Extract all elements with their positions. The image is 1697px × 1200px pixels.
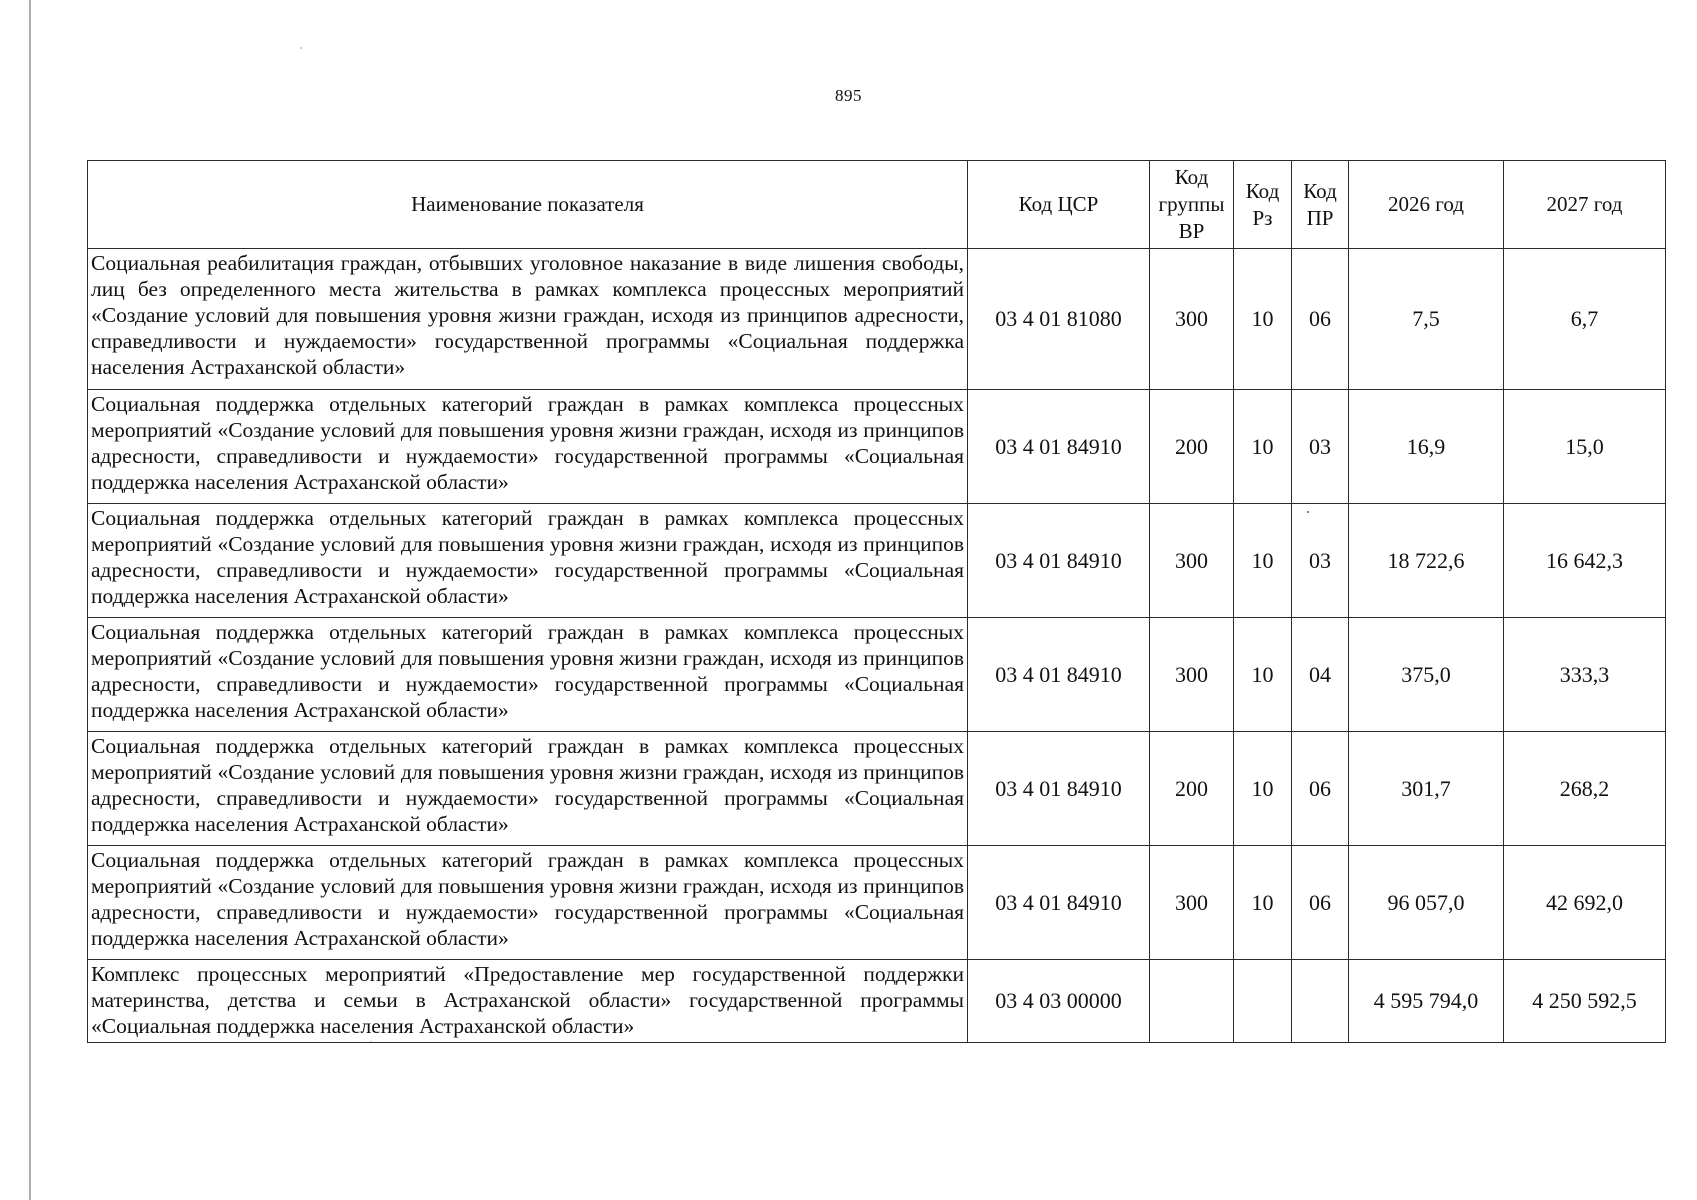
header-vr: Код группы ВР xyxy=(1150,161,1234,249)
header-name: Наименование показателя xyxy=(88,161,968,249)
cell-name: Социальная поддержка отдельных категорий граждан в рамках комплекса процессных мероприятий «Создание условий для повышения уровня жизни граждан, исходя из принципов адресности, справедливости и нуждаемости» государственной программы «Социальная поддержка населения Астраханской области» xyxy=(88,390,968,504)
cell-csr: 03 4 01 84910 xyxy=(968,504,1150,618)
cell-name: Социальная поддержка отдельных категорий граждан в рамках комплекса процессных мероприятий «Создание условий для повышения уровня жизни граждан, исходя из принципов адресности, справедливости и нуждаемости» государственной программы «Социальная поддержка населения Астраханской области» xyxy=(88,732,968,846)
scan-speck xyxy=(300,47,302,49)
cell-name: Социальная поддержка отдельных категорий граждан в рамках комплекса процессных мероприятий «Создание условий для повышения уровня жизни граждан, исходя из принципов адресности, справедливости и нуждаемости» государственной программы «Социальная поддержка населения Астраханской области» xyxy=(88,504,968,618)
cell-csr: 03 4 01 84910 xyxy=(968,390,1150,504)
cell-2026: 375,0 xyxy=(1349,618,1504,732)
cell-2026: 4 595 794,0 xyxy=(1349,960,1504,1043)
cell-pr: 03 xyxy=(1292,390,1349,504)
cell-pr xyxy=(1292,960,1349,1043)
cell-2026: 301,7 xyxy=(1349,732,1504,846)
table-row xyxy=(88,846,1666,960)
cell-name: Социальная поддержка отдельных категорий граждан в рамках комплекса процессных мероприятий «Создание условий для повышения уровня жизни граждан, исходя из принципов адресности, справедливости и нуждаемости» государственной программы «Социальная поддержка населения Астраханской области» xyxy=(88,846,968,960)
cell-2027: 16 642,3 xyxy=(1504,504,1666,618)
table-row xyxy=(88,504,1666,618)
cell-2027: 4 250 592,5 xyxy=(1504,960,1666,1043)
cell-2026: 18 722,6 xyxy=(1349,504,1504,618)
cell-csr: 03 4 01 84910 xyxy=(968,846,1150,960)
cell-vr: 300 xyxy=(1150,249,1234,390)
cell-csr: 03 4 01 81080 xyxy=(968,249,1150,390)
scan-speck xyxy=(1307,511,1309,513)
cell-vr: 300 xyxy=(1150,846,1234,960)
cell-2026: 16,9 xyxy=(1349,390,1504,504)
cell-vr: 200 xyxy=(1150,732,1234,846)
header-2026: 2026 год xyxy=(1349,161,1504,249)
cell-rz: 10 xyxy=(1234,846,1292,960)
cell-pr: 04 xyxy=(1292,618,1349,732)
cell-2027: 268,2 xyxy=(1504,732,1666,846)
cell-rz: 10 xyxy=(1234,390,1292,504)
cell-rz xyxy=(1234,960,1292,1043)
cell-2026: 7,5 xyxy=(1349,249,1504,390)
cell-2027: 333,3 xyxy=(1504,618,1666,732)
cell-vr: 300 xyxy=(1150,504,1234,618)
table-row xyxy=(88,249,1666,390)
header-rz: Код Рз xyxy=(1234,161,1292,249)
scan-speck xyxy=(370,1041,372,1043)
cell-csr: 03 4 01 84910 xyxy=(968,618,1150,732)
cell-name: Социальная реабилитация граждан, отбывших уголовное наказание в виде лишения свободы, лиц без определенного места жительства в рамках комплекса процессных мероприятий «Создание условий для повышения уровня жизни граждан, исходя из принципов адресности, справедливости и нуждаемости» государственной программы «Социальная поддержка населения Астраханской области» xyxy=(88,249,968,390)
cell-rz: 10 xyxy=(1234,249,1292,390)
page-number: 895 xyxy=(835,86,862,105)
header-row xyxy=(88,161,1666,249)
cell-rz: 10 xyxy=(1234,504,1292,618)
cell-vr xyxy=(1150,960,1234,1043)
header-pr: Код ПР xyxy=(1292,161,1349,249)
table-row xyxy=(88,618,1666,732)
cell-name: Социальная поддержка отдельных категорий граждан в рамках комплекса процессных мероприятий «Создание условий для повышения уровня жизни граждан, исходя из принципов адресности, справедливости и нуждаемости» государственной программы «Социальная поддержка населения Астраханской области» xyxy=(88,618,968,732)
cell-pr: 06 xyxy=(1292,732,1349,846)
budget-table xyxy=(87,160,1666,1043)
cell-csr: 03 4 01 84910 xyxy=(968,732,1150,846)
table-row xyxy=(88,390,1666,504)
cell-2027: 15,0 xyxy=(1504,390,1666,504)
scan-edge-line xyxy=(29,0,31,1200)
cell-pr: 03 xyxy=(1292,504,1349,618)
cell-rz: 10 xyxy=(1234,732,1292,846)
cell-rz: 10 xyxy=(1234,618,1292,732)
cell-2027: 6,7 xyxy=(1504,249,1666,390)
cell-csr: 03 4 03 00000 xyxy=(968,960,1150,1043)
cell-2026: 96 057,0 xyxy=(1349,846,1504,960)
cell-name: Комплекс процессных мероприятий «Предоставление мер государственной поддержки материнства, детства и семьи в Астраханской области» государственной программы «Социальная поддержка населения Астраханской области» xyxy=(88,960,968,1043)
cell-pr: 06 xyxy=(1292,249,1349,390)
cell-pr: 06 xyxy=(1292,846,1349,960)
cell-2027: 42 692,0 xyxy=(1504,846,1666,960)
table-row xyxy=(88,732,1666,846)
table-row xyxy=(88,960,1666,1043)
cell-vr: 200 xyxy=(1150,390,1234,504)
header-2027: 2027 год xyxy=(1504,161,1666,249)
header-csr: Код ЦСР xyxy=(968,161,1150,249)
cell-vr: 300 xyxy=(1150,618,1234,732)
